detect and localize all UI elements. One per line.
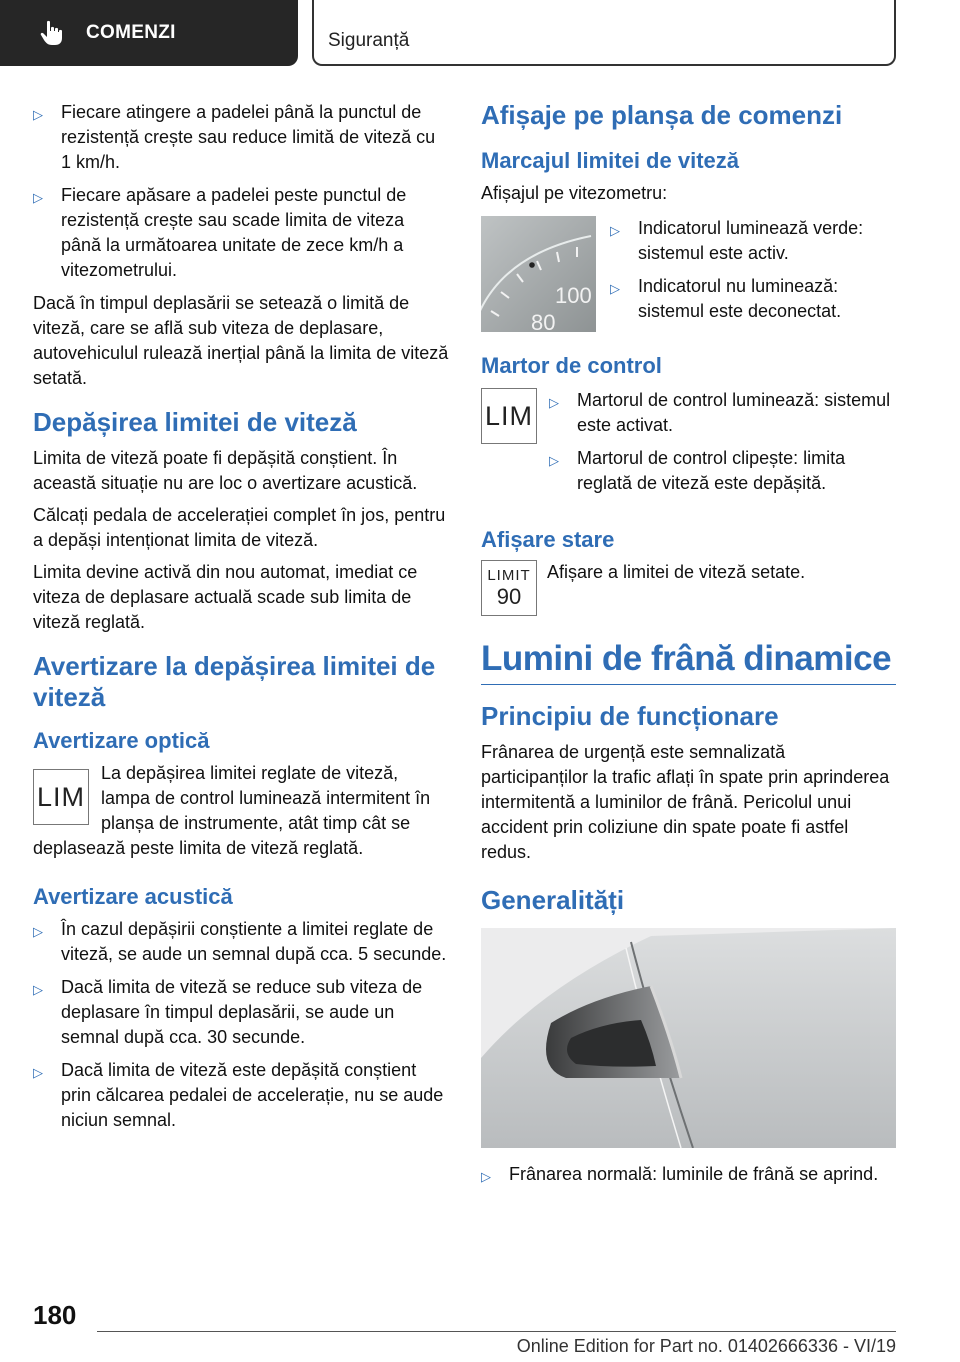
speed-limit-icon [481,560,537,616]
triangle-bullet-icon: ▷ [33,924,43,939]
paragraph: Limita devine activă din nou automat, imediat ce viteza de deplasare actuală scade sub limita de viteză reglată. [33,562,418,632]
list-item: ▷ Indicatorul luminează verde: sistemul este activ. [610,218,864,263]
list-item: ▷ Fiecare apăsare a padelei peste punctul de rezistență crește sau scade limita de viteza până la următoarea unitate de zece km/h a vitezometrului. [33,185,407,280]
speedo-label-80: 80 [531,310,556,332]
footer-divider [97,1331,896,1332]
triangle-bullet-icon: ▷ [610,281,620,296]
stare-block [481,560,896,616]
triangle-bullet-icon: ▷ [549,453,559,468]
marcaj-block [481,216,896,332]
triangle-bullet-icon: ▷ [33,1065,43,1080]
triangle-bullet-icon: ▷ [33,107,43,122]
heading-principiu: Principiu de funcționare [481,701,779,731]
heading-avertizare: Avertizare la depășirea limitei de viteză [33,651,436,712]
triangle-bullet-icon: ▷ [33,982,43,997]
heading-stare: Afișare stare [481,527,615,552]
lim-indicator-icon: LIM [33,769,89,825]
edition-text: Online Edition for Part no. 01402666336 - VI/19 [516,1336,896,1356]
lim-indicator-icon: LIM [481,388,537,444]
martor-block [481,388,896,504]
limit-value: 90 [496,584,522,609]
heading-afisaje: Afișaje pe planșa de comenzi [481,100,843,130]
chapter-tab[interactable] [0,0,298,66]
list-item: ▷ Indicatorul nu luminează: sistemul este deconectat. [610,276,842,321]
paragraph: Limita de viteză poate fi depășită conștient. În această situație nu are loc o avertizare acustică. [33,448,418,493]
tail-light-image [481,928,896,1148]
heading-martor: Martor de control [481,353,662,378]
heading-lumini: Lumini de frână dinamice [481,638,896,685]
heading-acustica: Avertizare acustică [33,884,233,909]
triangle-bullet-icon: ▷ [610,223,620,238]
section-header [312,0,896,66]
triangle-bullet-icon: ▷ [549,395,559,410]
heading-marcaj: Marcajul limitei de viteză [481,148,739,173]
heading-generalitati: Generalități [481,885,625,915]
optica-block [33,761,449,861]
list-item: ▷ Frânarea normală: luminile de frână se aprind. [481,1162,896,1187]
left-column [33,100,449,1141]
page-number: 180 [33,1300,77,1330]
list-item: ▷ În cazul depășirii conștiente a limitei reglate de viteză, se aude un semnal după cca. 5 secunde. [33,919,447,964]
list-item: ▷ Martorul de control luminează: sistemul este activat. [549,390,891,435]
chapter-label: COMENZI [86,22,176,43]
list-item: ▷ Dacă limita de viteză se reduce sub viteza de deplasare în timpul deplasării, se aude un semnal după cca. 30 secunde. [33,977,423,1047]
speedo-label-100: 100 [555,283,592,308]
right-column [481,100,896,1195]
list-item: ▷ Dacă limita de viteză este depășită conștient prin călcarea pedalei de accelerație, nu se aude niciun semnal. [33,1060,444,1130]
paragraph: Frânarea de urgență este semnalizată participanților la trafic aflați în spate prin aprinderea intermitentă a luminilor de frână. Pericolul unui accident prin coliziune din spate poate fi astfel redus. [481,742,890,862]
speedometer-image [481,216,596,332]
paragraph: La depășirea limitei reglate de viteză, lampa de control luminează intermitent în planșa de instrumente, atât timp cât se deplasează peste limita de viteză reglată. [33,763,431,858]
paragraph: Dacă în timpul deplasării se setează o limită de viteză, care se află sub viteza de deplasare, autovehiculul rulează inerțial până la limita de viteză setată. [33,293,449,388]
paragraph: Călcați pedala de accelerației complet în jos, pentru a depăși intenționat limita de viteză. [33,505,446,550]
limit-word: LIMIT [487,567,531,584]
list-item: ▷ Martorul de control clipește: limita reglată de viteză este depășită. [549,448,846,493]
heading-optica: Avertizare optică [33,728,210,753]
triangle-bullet-icon: ▷ [481,1169,491,1184]
paragraph: Afișare a limitei de viteză setate. [547,562,806,582]
hand-pointer-icon [38,19,66,47]
section-label: Siguranță [328,30,410,51]
list-item: ▷ Fiecare atingere a padelei până la punctul de rezistență crește sau reduce limită de viteză cu 1 km/h. [33,102,436,172]
triangle-bullet-icon: ▷ [33,190,43,205]
heading-depasire: Depășirea limitei de viteză [33,407,357,437]
paragraph: Afișajul pe vitezometru: [481,183,668,203]
